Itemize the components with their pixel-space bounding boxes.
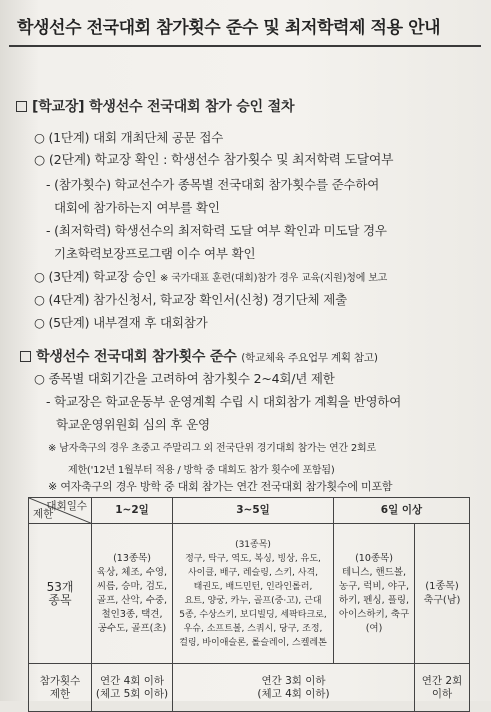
limit-1-2-days: 연간 4회 이하 (체고 5회 이하) bbox=[92, 664, 173, 712]
principal-plan-line1: - 학교장은 학교운동부 운영계획 수립 시 대회참가 계획을 반영하여 bbox=[46, 394, 402, 409]
col-header-1-2-days: 1~2일 bbox=[92, 498, 173, 524]
cell-6-plus-days-group1: (10종목) 테니스, 핸드볼, 농구, 럭비, 야구, 하키, 펜싱, 플링, 아이스하키, 축구(여) bbox=[334, 524, 415, 664]
table-corner-cell bbox=[29, 498, 92, 524]
title-divider bbox=[9, 45, 481, 47]
step3-text: ○ (3단계) 학교장 승인 ※ 국가대표 훈련(대회)참가 경우 교육(지원)청에 보고 bbox=[34, 269, 388, 284]
male-soccer-note-line2: 제한('12년 1월부터 적용 / 방학 중 대회도 참가 횟수에 포함됨) bbox=[68, 465, 335, 476]
cell-3-5-days-sports: (31종목) 정구, 탁구, 역도, 복싱, 빙상, 유도, 사이클, 배구, 레슬링, 스키, 사격, 태권도, 배드민턴, 인라인롤러, 요트, 양궁, 카누, 골프(중·고), 근대 5종, 수상스키, 보디빌딩, 세팍타크로, 우슈, 소프트볼, 스쿼시, 당구, 조정, 컬링, 바이애슬론, 롤슬레이, 스켈레톤 bbox=[173, 524, 334, 664]
sub-min-academic-line1: - (최저학력) 학생선수의 최저학력 도달 여부 확인과 미도달 경우 bbox=[46, 223, 387, 238]
participation-limit-table bbox=[28, 497, 470, 712]
sub-participation-line1: - (참가횟수) 학교선수가 종목별 전국대회 참가횟수를 준수하여 bbox=[46, 177, 380, 192]
corner-top-label: 대회일수 bbox=[46, 500, 87, 512]
principal-plan-line2: 학교운영위원회 심의 후 운영 bbox=[56, 417, 210, 432]
male-soccer-note-line1: ※ 남자축구의 경우 초중고 주말리그 외 전국단위 경기대회 참가는 연간 2회로 bbox=[48, 443, 376, 454]
checkbox-square-icon bbox=[20, 351, 31, 362]
section1-heading: [학교장] 학생선수 전국대회 참가 승인 절차 bbox=[16, 97, 294, 117]
corner-bottom-label: 제한 bbox=[33, 508, 54, 520]
row-label-53-sports: 53개 종목 bbox=[29, 524, 92, 664]
step4-text: ○ (4단계) 참가신청서, 학교장 확인서(신청) 경기단체 제출 bbox=[34, 292, 347, 307]
cell-1-2-days-sports: (13종목) 육상, 체조, 수영, 씨름, 승마, 검도, 골프, 산악, 수중, 철인3종, 택견, 공수도, 골프(초) bbox=[92, 524, 173, 664]
col-header-3-5-days: 3~5일 bbox=[173, 498, 334, 524]
female-soccer-note: ※ 여자축구의 경우 방학 중 대회 참가는 연간 전국대회 참가횟수에 미포함 bbox=[48, 480, 393, 493]
step2-text: ○ (2단계) 학교장 확인 : 학생선수 참가횟수 및 최저학력 도달여부 bbox=[34, 153, 394, 168]
step5-text: ○ (5단계) 내부결재 후 대회참가 bbox=[34, 315, 208, 330]
checkbox-square-icon bbox=[16, 101, 27, 112]
limit-3-5-days: 연간 3회 이하 (체고 4회 이하) bbox=[173, 664, 415, 712]
col-header-6-plus-days: 6일 이상 bbox=[334, 498, 470, 524]
sub-participation-line2: 대회에 참가하는지 여부를 확인 bbox=[54, 200, 220, 215]
section2-heading: 학생선수 전국대회 참가횟수 준수 (학교체육 주요업무 계획 참고) bbox=[20, 347, 378, 368]
limit-bullet: ○ 종목별 대회기간을 고려하여 참가횟수 2~4회/년 제한 bbox=[34, 371, 335, 386]
step1-text: ○ (1단계) 대회 개최단체 공문 접수 bbox=[34, 130, 224, 145]
page-title: 학생선수 전국대회 참가횟수 준수 및 최저학력제 적용 안내 bbox=[17, 18, 441, 38]
row-label-limit: 참가횟수 제한 bbox=[29, 664, 92, 712]
sub-min-academic-line2: 기초학력보장프로그램 이수 여부 확인 bbox=[54, 246, 256, 261]
limit-6-plus-days: 연간 2회 이하 bbox=[415, 664, 470, 712]
cell-6-plus-days-group2: (1종목) 축구(남) bbox=[415, 524, 470, 664]
